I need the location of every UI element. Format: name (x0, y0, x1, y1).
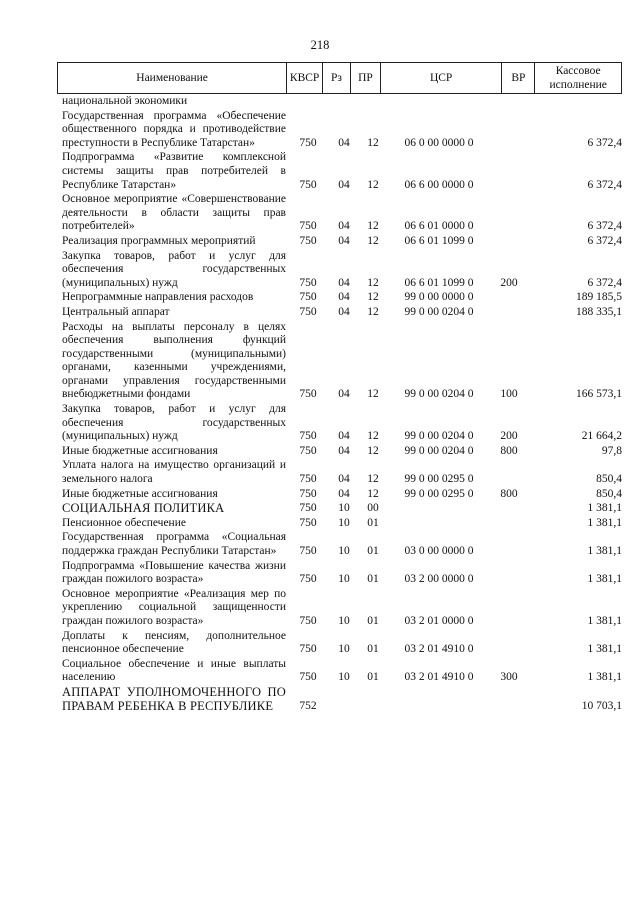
row-kassovoe: 6 372,4 (587, 178, 622, 191)
row-kassovoe: 10 703,1 (581, 699, 622, 712)
table-row (62, 459, 622, 486)
table-row (62, 588, 622, 629)
row-csr: 03 2 01 4910 0 (404, 671, 474, 684)
table-row (62, 193, 622, 234)
table-row (62, 250, 622, 291)
row-vr: 200 (500, 430, 518, 443)
row-kassovoe: 850,4 (596, 473, 622, 486)
row-vr: 800 (500, 444, 518, 457)
row-kvsr: 750 (299, 136, 317, 149)
table-row (62, 95, 622, 109)
row-pr: 12 (367, 178, 379, 191)
row-kassovoe: 166 573,1 (576, 388, 622, 401)
row-name: Закупка товаров, работ и услуг для обеспечения государственных (муниципальных) нужд (62, 249, 286, 289)
row-rz: 10 (338, 545, 350, 557)
row-pr: 12 (367, 388, 379, 401)
row-name: Иные бюджетные ассигнования (62, 444, 218, 457)
row-name: АППАРАТ УПОЛНОМОЧЕННОГО ПО ПРАВАМ РЕБЕНКА В РЕСПУБЛИКЕ (62, 684, 286, 713)
table-row (62, 403, 622, 444)
row-kvsr: 750 (299, 671, 317, 684)
row-csr: 99 0 00 0204 0 (404, 388, 474, 401)
row-csr: 99 0 00 0295 0 (404, 473, 474, 486)
row-pr: 12 (367, 444, 379, 457)
row-csr: 03 2 01 4910 0 (404, 643, 474, 656)
row-kassovoe: 21 664,2 (581, 430, 622, 443)
row-kassovoe: 6 372,4 (587, 276, 622, 289)
row-kvsr: 750 (299, 487, 317, 500)
row-pr: 12 (367, 276, 379, 289)
table-row (62, 235, 622, 249)
row-name: Реализация программных мероприятий (62, 234, 256, 247)
row-kvsr: 750 (299, 276, 317, 289)
row-kvsr: 750 (299, 430, 317, 443)
row-kassovoe: 188 335,1 (576, 305, 622, 318)
row-pr: 12 (367, 473, 379, 486)
row-pr: 12 (367, 220, 379, 233)
header-name: Наименование (58, 63, 287, 93)
row-pr: 00 (367, 502, 379, 515)
row-pr: 12 (367, 430, 379, 443)
row-pr: 12 (367, 305, 379, 318)
header-kassovoe: Кассовое исполнение (549, 65, 607, 91)
row-kvsr: 750 (299, 178, 317, 191)
table-row (62, 151, 622, 192)
header-vr: ВР (502, 63, 535, 93)
header-pr: ПР (351, 63, 381, 93)
row-csr: 06 6 01 1099 0 (404, 234, 474, 247)
row-kvsr: 750 (299, 502, 317, 515)
row-csr: 03 2 01 0000 0 (404, 614, 474, 627)
row-rz: 04 (338, 473, 350, 486)
row-pr: 01 (367, 614, 379, 627)
row-name: Доплаты к пенсиям, дополнительное пенсионное обеспечение (62, 629, 286, 656)
table-row (62, 686, 622, 713)
row-kvsr: 750 (299, 220, 317, 233)
row-rz: 04 (338, 234, 350, 247)
table-row (62, 517, 622, 531)
row-name: Закупка товаров, работ и услуг для обеспечения государственных (муниципальных) нужд (62, 403, 286, 443)
row-kvsr: 752 (299, 699, 317, 712)
row-pr: 01 (367, 516, 379, 529)
row-kvsr: 750 (299, 305, 317, 318)
header-rz: Рз (323, 63, 351, 93)
row-kassovoe: 1 381,1 (587, 573, 622, 586)
row-csr: 06 6 01 1099 0 (404, 276, 474, 289)
row-pr: 01 (367, 643, 379, 656)
table-row (62, 306, 622, 320)
row-name: Основное мероприятие «Реализация мер по укреплению социальной защищенности граждан пожилого возраста» (62, 587, 286, 627)
table-row (62, 531, 622, 558)
table-header (57, 62, 622, 94)
row-kassovoe: 1 381,1 (587, 516, 622, 529)
table-row (62, 291, 622, 305)
row-name: Расходы на выплаты персоналу в целях обеспечения выполнения функций государственными (муниципальными) органами, казенными учреждениями, органами управления государственными внебюджетными фондами (62, 320, 286, 401)
row-csr: 99 0 00 0295 0 (404, 487, 474, 500)
row-kassovoe: 6 372,4 (587, 220, 622, 233)
row-kvsr: 750 (299, 643, 317, 656)
table-body (62, 95, 622, 713)
row-name: Подпрограмма «Развитие комплексной системы защиты прав потребителей в Республике Татарстан» (62, 151, 286, 191)
row-kvsr: 750 (299, 291, 317, 304)
row-name: Непрограммные направления расходов (62, 291, 254, 304)
row-rz: 04 (338, 220, 350, 233)
row-rz: 04 (338, 276, 350, 289)
row-vr: 200 (500, 276, 518, 289)
row-kassovoe: 6 372,4 (587, 136, 622, 149)
row-rz: 04 (338, 444, 350, 457)
row-name: СОЦИАЛЬНАЯ ПОЛИТИКА (62, 501, 225, 516)
row-kassovoe: 6 372,4 (587, 234, 622, 247)
table-row (62, 445, 622, 459)
row-pr: 12 (367, 291, 379, 304)
row-csr: 03 2 00 0000 0 (404, 573, 474, 586)
row-name: Пенсионное обеспечение (62, 516, 186, 529)
row-pr: 12 (367, 234, 379, 247)
row-rz: 04 (338, 430, 350, 443)
row-rz: 04 (338, 136, 350, 149)
row-kassovoe: 1 381,1 (587, 614, 622, 627)
header-kvsr: КВСР (287, 63, 323, 93)
row-kvsr: 750 (299, 545, 317, 557)
row-csr: 99 0 00 0204 0 (404, 305, 474, 318)
row-pr: 01 (367, 671, 379, 684)
row-kvsr: 750 (299, 473, 317, 486)
row-pr: 12 (367, 136, 379, 149)
table-row (62, 560, 622, 587)
row-csr: 03 0 00 0000 0 (404, 545, 474, 557)
row-kassovoe: 1 381,1 (587, 545, 622, 557)
header-csr: ЦСР (381, 63, 503, 93)
row-rz: 04 (338, 178, 350, 191)
row-csr: 06 6 00 0000 0 (404, 178, 474, 191)
row-rz: 10 (338, 614, 350, 627)
row-kassovoe: 1 381,1 (587, 671, 622, 684)
row-rz: 10 (338, 502, 350, 515)
table-row (62, 658, 622, 685)
row-name: Государственная программа «Обеспечение общественного порядка и противодействие преступности в Республике Татарстан» (62, 109, 286, 149)
row-kassovoe: 1 381,1 (587, 502, 622, 515)
row-rz: 10 (338, 516, 350, 529)
row-pr: 12 (367, 487, 379, 500)
table-row (62, 321, 622, 403)
row-name: Социальное обеспечение и иные выплаты населению (62, 657, 286, 684)
row-name: Центральный аппарат (62, 305, 170, 318)
row-name: Иные бюджетные ассигнования (62, 487, 218, 500)
row-name: национальной экономики (62, 95, 188, 107)
page-number: 218 (310, 38, 330, 52)
row-rz: 04 (338, 305, 350, 318)
row-rz: 04 (338, 487, 350, 500)
row-kvsr: 750 (299, 388, 317, 401)
row-csr: 06 6 01 0000 0 (404, 220, 474, 233)
row-name: Государственная программа «Социальная поддержка граждан Республики Татарстан» (62, 531, 286, 557)
row-name: Подпрограмма «Повышение качества жизни граждан пожилого возраста» (62, 559, 286, 586)
row-rz: 04 (338, 388, 350, 401)
row-kvsr: 750 (299, 516, 317, 529)
row-rz: 10 (338, 671, 350, 684)
row-kvsr: 750 (299, 614, 317, 627)
row-csr: 99 0 00 0204 0 (404, 444, 474, 457)
row-vr: 800 (500, 487, 518, 500)
row-csr: 99 0 00 0204 0 (404, 430, 474, 443)
row-kassovoe: 189 185,5 (576, 291, 622, 304)
row-pr: 01 (367, 573, 379, 586)
row-kassovoe: 97,8 (601, 444, 622, 457)
row-name: Уплата налога на имущество организаций и земельного налога (62, 459, 286, 486)
row-kvsr: 750 (299, 573, 317, 586)
row-kassovoe: 1 381,1 (587, 643, 622, 656)
table-row (62, 630, 622, 657)
row-csr: 06 0 00 0000 0 (404, 136, 474, 149)
row-name: Основное мероприятие «Совершенствование деятельности в области защиты прав потребителей» (62, 193, 286, 233)
row-rz: 04 (338, 291, 350, 304)
row-kvsr: 750 (299, 444, 317, 457)
row-vr: 100 (500, 388, 518, 401)
row-pr: 01 (367, 545, 379, 557)
row-kvsr: 750 (299, 234, 317, 247)
table-row (62, 488, 622, 502)
table-row (62, 110, 622, 151)
row-rz: 10 (338, 643, 350, 656)
row-vr: 300 (500, 671, 518, 684)
row-rz: 10 (338, 573, 350, 586)
table-row (62, 502, 622, 516)
row-kassovoe: 850,4 (596, 487, 622, 500)
row-csr: 99 0 00 0000 0 (404, 291, 474, 304)
